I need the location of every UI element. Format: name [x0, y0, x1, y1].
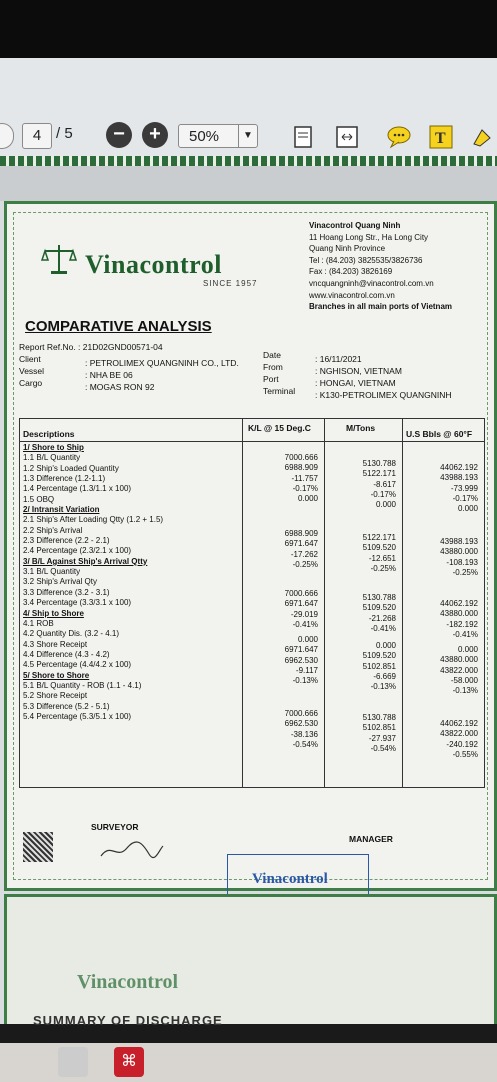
- value-cell: 5109.520: [362, 603, 396, 613]
- bbl-values-section5: [424, 719, 478, 760]
- fax: Fax : (84.203) 3826169: [309, 267, 393, 277]
- value-cell: -6.669: [373, 672, 396, 682]
- value-cell: 7000.666: [284, 589, 318, 598]
- prev-page-button[interactable]: [0, 123, 14, 149]
- date-value: : 16/11/2021: [315, 354, 362, 364]
- svg-text:T: T: [435, 130, 446, 147]
- table-row: 5.3 Difference (5.2 - 5.1): [23, 701, 110, 711]
- table-row: 1.1 B/L Quantity: [23, 453, 81, 463]
- port-label: Port: [263, 374, 279, 384]
- table-row: 5.4 Percentage (5.3/5.1 x 100): [23, 711, 132, 721]
- client-label: Client: [19, 354, 41, 364]
- table-row: 1.5 OBQ: [23, 494, 55, 504]
- value-cell: -0.13%: [292, 676, 318, 686]
- value-cell: -182.192: [446, 619, 478, 629]
- table-row: 5.1 B/L Quantity - ROB (1.1 - 4.1): [23, 680, 142, 690]
- email: vncquangninh@vinacontrol.com.vn: [309, 278, 434, 288]
- vessel-value: : NHA BE 06: [85, 370, 133, 380]
- value-cell: -0.13%: [370, 682, 396, 692]
- value-cell: -58.000: [450, 676, 478, 686]
- since-year: SINCE 1957: [203, 279, 258, 288]
- page-border-strip: [0, 156, 497, 166]
- fit-width-icon[interactable]: [334, 124, 360, 150]
- mt-values-section3: [346, 593, 396, 634]
- value-cell: 0.000: [297, 635, 318, 644]
- value-cell: 6962.530: [284, 655, 318, 665]
- table-row: 3.2 Ship's Arrival Qty: [23, 577, 97, 587]
- terminal-label: Terminal: [263, 386, 296, 396]
- value-cell: 44062.192: [440, 599, 478, 608]
- client-value: : PETROLIMEX QUANGNINH CO., LTD.: [85, 358, 239, 368]
- value-cell: 5122.171: [362, 533, 396, 542]
- header-descriptions: Descriptions: [23, 429, 75, 439]
- table-row: 4.1 ROB: [23, 618, 54, 628]
- surveyor-label: SURVEYOR: [91, 822, 139, 832]
- taskbar: [0, 1043, 497, 1082]
- value-cell: 6988.909: [284, 463, 318, 473]
- summary-title: SUMMARY OF DISCHARGE: [33, 1013, 223, 1028]
- value-cell: 44062.192: [440, 719, 478, 728]
- taskbar-app-icon[interactable]: [58, 1047, 88, 1077]
- cargo-value: : MOGAS RON 92: [85, 382, 155, 392]
- value-cell: -73.999: [450, 483, 478, 493]
- zoom-level: 50%: [189, 128, 220, 145]
- header-bbl: U.S Bbls @ 60°F: [406, 429, 473, 439]
- telephone: Tel : (84.203) 3825535/3826736: [309, 255, 423, 265]
- value-cell: 0.000: [375, 500, 396, 510]
- value-cell: -0.55%: [452, 750, 478, 760]
- header-kl: K/L @ 15 Deg.C: [248, 423, 311, 433]
- value-cell: 43822.000: [440, 729, 478, 739]
- value-cell: -0.54%: [370, 744, 396, 754]
- chevron-down-icon[interactable]: ▼: [238, 125, 257, 147]
- value-cell: -0.54%: [292, 740, 318, 750]
- value-cell: -9.117: [295, 666, 318, 676]
- value-cell: -12.651: [368, 553, 396, 563]
- value-cell: 0.000: [457, 645, 478, 654]
- column-divider: [242, 419, 243, 787]
- table-row: 4.4 Difference (4.3 - 4.2): [23, 649, 110, 659]
- value-cell: -29.019: [290, 609, 318, 619]
- document-page: [4, 201, 497, 891]
- mt-values-section1: [346, 459, 396, 511]
- table-row: 4.2 Quantity Dis. (3.2 - 4.1): [23, 629, 120, 639]
- value-cell: 43988.193: [440, 537, 478, 546]
- cargo-label: Cargo: [19, 378, 43, 388]
- value-cell: 5122.171: [362, 469, 396, 479]
- manager-label: MANAGER: [349, 834, 393, 844]
- from-value: : NGHISON, VIETNAM: [315, 366, 402, 376]
- branches-note: Branches in all main ports of Vietnam: [309, 302, 452, 312]
- value-cell: 5130.788: [362, 593, 396, 602]
- description-list: [23, 443, 163, 722]
- table-row: 2.2 Ship's Arrival: [23, 525, 83, 535]
- value-cell: 0.000: [457, 504, 478, 514]
- value-cell: 5130.788: [362, 713, 396, 722]
- bbl-values-section4: [424, 645, 478, 697]
- value-cell: -0.17%: [370, 490, 396, 500]
- next-document-page: [4, 894, 497, 1028]
- value-cell: 6962.530: [284, 719, 318, 729]
- value-cell: -0.17%: [292, 484, 318, 494]
- monitor-bezel: [0, 0, 497, 58]
- kl-values-section1: [270, 453, 318, 505]
- value-cell: 43880.000: [440, 609, 478, 619]
- section-heading: 2/ Intransit Variation: [23, 505, 100, 515]
- value-cell: -0.41%: [370, 624, 396, 634]
- table-row: 2.4 Percentage (2.3/2.1 x 100): [23, 546, 132, 556]
- table-row: 4.3 Shore Receipt: [23, 639, 88, 649]
- value-cell: 6971.647: [284, 645, 318, 655]
- value-cell: -0.17%: [452, 494, 478, 504]
- value-cell: -240.192: [446, 739, 478, 749]
- terminal-value: : K130-PETROLIMEX QUANGNINH: [315, 390, 452, 400]
- kl-values-section3: [270, 589, 318, 630]
- kl-values-section4: [270, 635, 318, 687]
- screen: [0, 58, 497, 1070]
- table-row: 4.5 Percentage (4.4/4.2 x 100): [23, 660, 132, 670]
- zoom-select[interactable]: [178, 124, 258, 148]
- bbl-values-section1: [424, 463, 478, 515]
- address-line1: 11 Hoang Long Str., Ha Long City: [309, 232, 429, 242]
- text-tool-icon[interactable]: [428, 124, 454, 150]
- stamp-text: Vinacontrol: [252, 871, 328, 887]
- mt-values-section4: [346, 641, 396, 693]
- value-cell: -8.617: [373, 479, 396, 489]
- address-line2: Quang Ninh Province: [309, 244, 386, 254]
- value-cell: 43880.000: [440, 655, 478, 665]
- zoom-in-button[interactable]: +: [142, 122, 168, 148]
- value-cell: 6971.647: [284, 539, 318, 549]
- section-heading: 1/ Shore to Ship: [23, 443, 84, 452]
- table-row: 1.2 Ship's Loaded Quantity: [23, 463, 119, 473]
- mt-values-section2: [346, 533, 396, 574]
- value-cell: -0.13%: [452, 686, 478, 696]
- section-heading: 5/ Shore to Shore: [23, 670, 90, 680]
- vessel-label: Vessel: [19, 366, 45, 376]
- report-ref: Report Ref.No. : 21D02GND00571-04: [19, 342, 163, 352]
- value-cell: 43822.000: [440, 665, 478, 675]
- table-row: 1.3 Difference (1.2-1.1): [23, 474, 106, 484]
- zoom-out-button[interactable]: −: [106, 122, 132, 148]
- value-cell: -11.757: [291, 473, 318, 483]
- from-label: From: [263, 362, 283, 372]
- comment-icon[interactable]: [386, 124, 412, 150]
- bbl-values-section3: [424, 599, 478, 640]
- value-cell: 43988.193: [440, 473, 478, 483]
- section-heading: 4/ Ship to Shore: [23, 608, 84, 618]
- value-cell: 44062.192: [440, 463, 478, 472]
- website: www.vinacontrol.com.vn: [309, 290, 395, 300]
- value-cell: -0.25%: [452, 568, 478, 578]
- value-cell: 5102.851: [362, 661, 396, 671]
- value-cell: 7000.666: [284, 453, 318, 462]
- value-cell: -0.41%: [292, 620, 318, 630]
- office-name: Vinacontrol Quang Ninh: [309, 221, 401, 230]
- table-row: 2.1 Ship's After Loading Qtty (1.2 + 1.5): [23, 515, 164, 525]
- value-cell: 5109.520: [362, 651, 396, 661]
- value-cell: 6988.909: [284, 529, 318, 538]
- value-cell: 0.000: [297, 494, 318, 504]
- report-title: COMPARATIVE ANALYSIS: [25, 318, 212, 335]
- kl-values-section2: [270, 529, 318, 570]
- port-value: : HONGAI, VIETNAM: [315, 378, 396, 388]
- highlight-icon[interactable]: [470, 124, 496, 150]
- bbl-values-section2: [424, 537, 478, 578]
- company-logo-next: Vinacontrol: [77, 971, 179, 993]
- value-cell: 0.000: [375, 641, 396, 650]
- value-cell: 7000.666: [284, 709, 318, 718]
- page-total: / 5: [56, 125, 73, 142]
- value-cell: -108.193: [446, 557, 478, 567]
- table-row: 3.3 Difference (3.2 - 3.1): [23, 587, 110, 597]
- fit-page-icon[interactable]: [290, 124, 316, 150]
- table-row: 3.1 B/L Quantity: [23, 567, 81, 577]
- value-cell: -0.25%: [292, 560, 318, 570]
- value-cell: -17.262: [290, 549, 318, 559]
- header-mt: M/Tons: [346, 423, 376, 433]
- column-divider: [324, 419, 325, 787]
- mt-values-section5: [346, 713, 396, 754]
- pdf-toolbar: [0, 58, 497, 158]
- surveyor-signature: [97, 838, 167, 862]
- value-cell: -0.41%: [452, 630, 478, 640]
- table-row: 5.2 Shore Receipt: [23, 691, 88, 701]
- date-label: Date: [263, 350, 281, 360]
- value-cell: -0.25%: [370, 564, 396, 574]
- value-cell: 5130.788: [362, 459, 396, 468]
- table-row: 2.3 Difference (2.2 - 2.1): [23, 536, 110, 546]
- viewer-background: [0, 166, 497, 201]
- value-cell: -38.136: [290, 729, 318, 739]
- comparison-table: [19, 418, 485, 788]
- value-cell: -27.937: [368, 733, 396, 743]
- value-cell: 6971.647: [284, 599, 318, 609]
- scales-logo-icon: [41, 242, 77, 276]
- table-row: 1.4 Percentage (1.3/1.1 x 100): [23, 484, 132, 494]
- section-heading: 3/ B/L Against Ship's Arrival Qtty: [23, 556, 148, 566]
- value-cell: -21.268: [368, 613, 396, 623]
- kl-values-section5: [270, 709, 318, 750]
- table-row: 3.4 Percentage (3.3/3.1 x 100): [23, 598, 132, 608]
- column-divider: [402, 419, 403, 787]
- value-cell: 5102.851: [362, 723, 396, 733]
- value-cell: 43880.000: [440, 547, 478, 557]
- company-logo: Vinacontrol: [85, 250, 222, 279]
- value-cell: 5109.520: [362, 543, 396, 553]
- office-address: [309, 220, 494, 313]
- pdf-reader-icon[interactable]: ⌘: [114, 1047, 144, 1077]
- page-number-input[interactable]: 4: [22, 123, 52, 149]
- qr-code: [23, 832, 53, 862]
